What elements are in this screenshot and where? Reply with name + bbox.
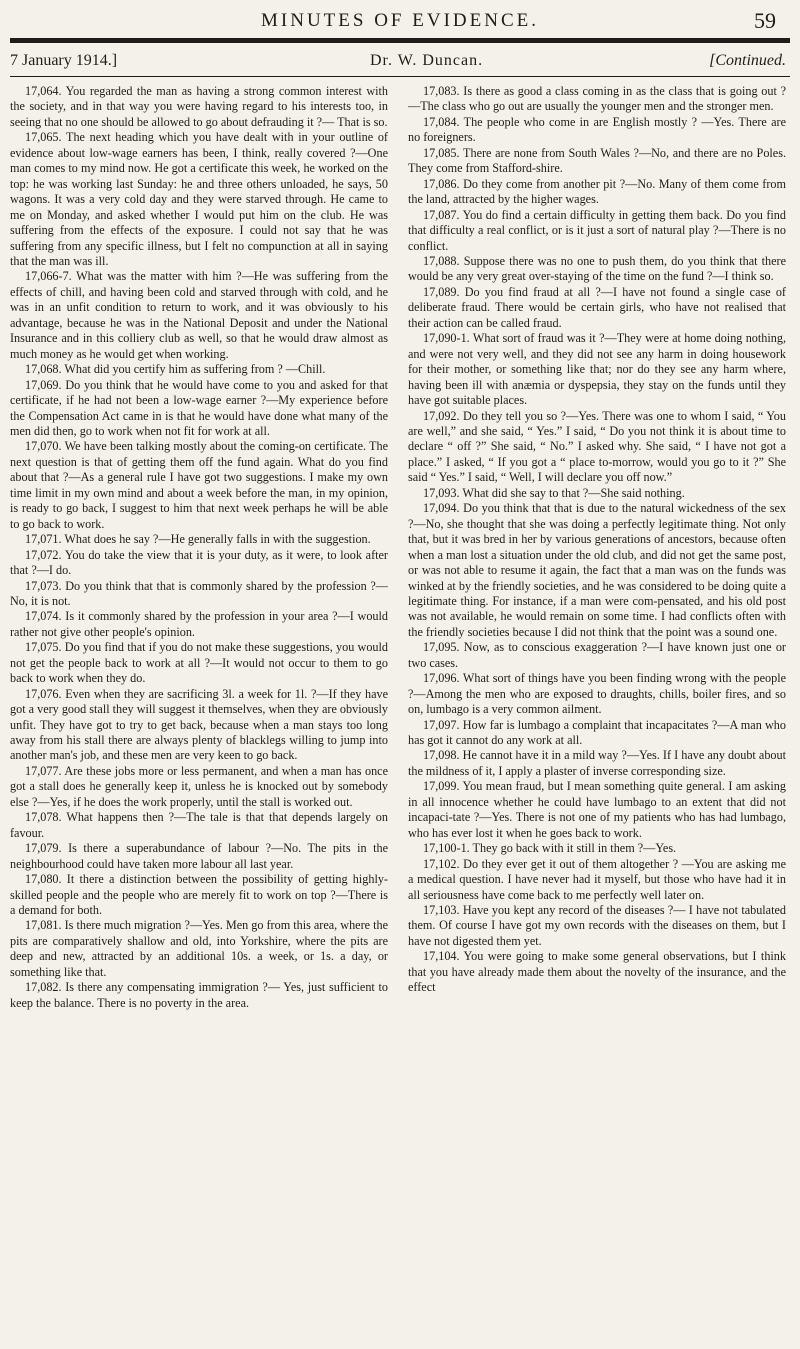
evidence-paragraph: 17,095. Now, as to conscious exaggeration ?—I have known just one or two cases. (408, 640, 786, 670)
evidence-paragraph: 17,100-1. They go back with it still in them ?—Yes. (423, 841, 677, 856)
evidence-paragraph: 17,070. We have been talking mostly about the coming-on certificate. The next question is that of getting them off the fund again. What do you find about that ?—As a general rule I have got two suggestions. I make my own time limit in my own mind and about a week before the man, in my opinion, is ready to go back, I suggest to him that next week perhaps he will be able to go back to work. (10, 439, 388, 531)
evidence-paragraph: 17,104. You were going to make some general observations, but I think that you have already made them about the novelty of the insurance, and the effect (408, 949, 786, 995)
left-column (10, 84, 388, 1345)
evidence-paragraph: 17,102. Do they ever get it out of them altogether ? —You are asking me a medical question. I have never had it myself, but those who have had it in all seriousness have come back to me perfectly well later on. (408, 856, 786, 902)
evidence-paragraph: 17,073. Do you think that that is commonly shared by the profession ?—No, it is not. (10, 578, 388, 608)
right-column (408, 84, 786, 1345)
evidence-paragraph: 17,090-1. What sort of fraud was it ?—They were at home doing nothing, and were not very well, and they did not see any harm in doing housework for their mother, or something like that; nor do they see any harm where, having been ill with anæmia or dyspepsia, they stay on the funds until they have got suitable places. (408, 331, 786, 408)
subheader (10, 52, 786, 74)
evidence-paragraph: 17,086. Do they come from another pit ?—No. Many of them come from the land, attracted by the higher wages. (408, 176, 786, 207)
witness-name: Dr. W. Duncan. (370, 52, 484, 69)
evidence-paragraph: 17,097. How far is lumbago a complaint that incapacitates ?—A man who has got it cannot do any work at all. (408, 717, 786, 748)
evidence-paragraph: 17,068. What did you certify him as suffering from ? —Chill. (25, 362, 326, 377)
evidence-paragraph: 17,064. You regarded the man as having a strong common interest with the society, and in that way you were having regard to his interests too, in seeing that no one should be allowed to go about defrauding it ?— That is so. (10, 84, 388, 129)
evidence-paragraph: 17,065. The next heading which you have dealt with in your outline of evidence about low-wage earners has been, I think, really covered ?—One man comes to my mind now. He got a certificate this week, he worked on the top: he was working last Sunday: he and three others unloaded, he says, 50 wagons. It was a very cold day and they were starved through. He came to me on Monday, and asked whether I would put him on the club. He was suffering from the effects of the exposure. I could not say that he was suffering from any specific illness, but I felt no compunction at all in saying that the man was ill. (10, 130, 388, 268)
evidence-paragraph: 17,072. You do take the view that it is your duty, as it were, to look after that ?—I do. (10, 547, 388, 578)
evidence-paragraph: 17,094. Do you think that that is due to the natural wickedness of the sex ?—No, she thought that she was doing a perfectly legitimate thing. Not only that, but it was bred in her by various generations of ancestors, because often when a man lost a situation under the old club, and did not get the same post, or was not able to resume it again, the fact that a man was on the funds was winked at by the friendly societies, and he was considered to be doing quite a legitimate thing. For instance, if a man were com-pensated, and his old post was not available, he would remain on some time. I had conflicts often with the friendly societies because I did not think that the point was a sound one. (408, 501, 786, 639)
evidence-paragraph: 17,099. You mean fraud, but I mean something quite general. I am asking in all innocence whether he could have lumbago to an extent that did not incapaci-tate ?—Yes. There is not one of my patients who has had lumbago, who has ever lost it when he goes back to work. (408, 779, 786, 840)
evidence-paragraph: 17,075. Do you find that if you do not make these suggestions, you would not get the people back to work at all ?—It would not occur to them to go back to work when they do. (10, 640, 388, 686)
evidence-paragraph: 17,078. What happens then ?—The tale is that that depends largely on favour. (10, 810, 388, 840)
evidence-paragraph: 17,082. Is there any compensating immigration ?— Yes, just sufficient to keep the balance. There is no poverty in the area. (10, 980, 388, 1010)
running-head: MINUTES OF EVIDENCE. (261, 10, 539, 31)
continued-label: [Continued. (709, 52, 786, 69)
page-header (0, 0, 800, 38)
evidence-paragraph: 17,103. Have you kept any record of the diseases ?— I have not tabulated them. Of course I have got my own records with the diseases on them, but I have not digested them yet. (408, 903, 786, 948)
header-rule (10, 38, 790, 43)
evidence-paragraph: 17,098. He cannot have it in a mild way ?—Yes. If I have any doubt about the mildness of it, I apply a plaster of inverse corresponding size. (408, 748, 786, 778)
evidence-paragraph: 17,085. There are none from South Wales ?—No, and there are no Poles. They come from Stafford-shire. (408, 145, 786, 176)
evidence-paragraph: 17,069. Do you think that he would have come to you and asked for that certificate, if he had not been a low-wage earner ?—My experience before the Compensation Act came in is that he would have done what many of the men did then, go to work when not fit for work at all. (10, 377, 388, 438)
evidence-paragraph: 17,096. What sort of things have you been finding wrong with the people ?—Among the men who are exposed to draughts, chills, boiler fires, and so on, lumbago is a very common ailment. (408, 671, 786, 717)
evidence-paragraph: 17,076. Even when they are sacrificing 3l. a week for 1l. ?—If they have got a very good stall they will suggest it themselves, when they are obviously unfit. They have got to try to get back, because when a man stays too long away from his stall there are always plenty of blacklegs willing to jump into another man's job, and these men are very keen to go back. (10, 686, 388, 763)
evidence-paragraph: 17,093. What did she say to that ?—She said nothing. (423, 485, 685, 500)
evidence-paragraph: 17,088. Suppose there was no one to push them, do you think that there would be any very great over-staying of the time on the fund ?—I think so. (408, 253, 786, 284)
evidence-paragraph: 17,081. Is there much migration ?—Yes. Men go from this area, where the pits are comparatively shallow and old, into Yorkshire, where the pits are deep and new, attracted by an additional 10s. a week, or 1s. a day, or something like that. (10, 918, 388, 979)
evidence-paragraph: 17,079. Is there a superabundance of labour ?—No. The pits in the neighbourhood could have taken more labour all last year. (10, 841, 388, 871)
evidence-paragraph: 17,071. What does he say ?—He generally falls in with the suggestion. (25, 532, 371, 547)
page-number: 59 (754, 8, 776, 33)
evidence-paragraph: 17,083. Is there as good a class coming in as the class that is going out ?—The class who go out are usually the younger men and the stronger men. (408, 84, 786, 114)
evidence-paragraph: 17,074. Is it commonly shared by the profession in your area ?—I would rather not give other people's opinion. (10, 609, 388, 639)
subheader-rule (10, 76, 790, 77)
evidence-paragraph: 17,084. The people who come in are English mostly ? —Yes. There are no foreigners. (408, 114, 786, 145)
evidence-paragraph: 17,066-7. What was the matter with him ?—He was suffering from the effects of chill, and having been cold and starved through with cold, and he was in an unfit condition to return to work, and it was obviously to his advantage, because he was in the National Deposit and under the National Insurance and in this colliery club as well, so that he would draw almost as much money as he would get when working. (10, 269, 388, 361)
text-columns (10, 84, 786, 1345)
evidence-paragraph: 17,087. You do find a certain difficulty in getting them back. Do you find that difficulty a real conflict, or is it just a sort of natural play ?—There is no conflict. (408, 207, 786, 253)
evidence-paragraph: 17,092. Do they tell you so ?—Yes. There was one to whom I said, “ You are well,” and she said, “ Yes.” I said, “ Do you not think it is about time to declare “ off ?” She said, “ No.” I asked why. She said, “ I have not got a place.” I asked, “ If you got a “ place to-morrow, would you go to it ?” She said “ Yes.” I said, “ Well, I will declare you off now.” (408, 408, 786, 485)
evidence-paragraph: 17,080. It there a distinction between the possibility of getting highly-skilled people and the people who are merely fit to work on top ?—There is a demand for both. (10, 872, 388, 918)
evidence-paragraph: 17,077. Are these jobs more or less permanent, and when a man has once got a stall does he generally keep it, unless he is knocked out by somebody else ?—Yes, if he does the work properly, until the stall is worked out. (10, 763, 388, 809)
session-date: 7 January 1914.] (10, 52, 118, 69)
evidence-paragraph: 17,089. Do you find fraud at all ?—I have not found a single case of deliberate fraud. There would be certain girls, who have not realised that their action can be called fraud. (408, 284, 786, 330)
